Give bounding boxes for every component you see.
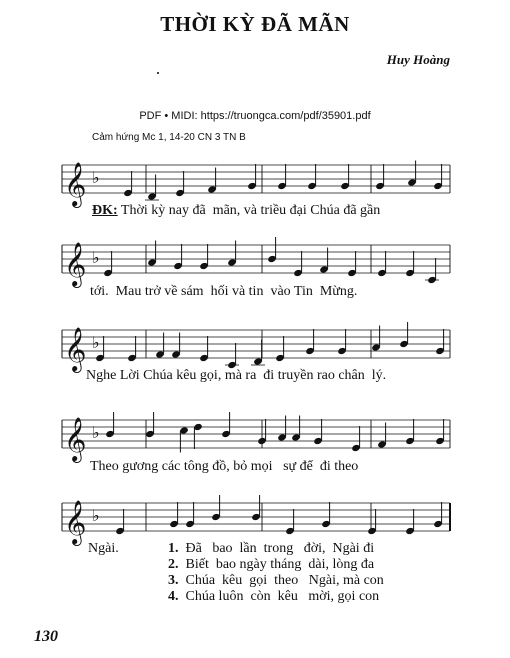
verse-text: Đã bao lần trong đời, Ngài đi — [185, 541, 375, 556]
treble-clef-icon: 𝄞 — [64, 162, 87, 206]
verse-text: Chúa luôn còn kêu mời, gọi con — [185, 589, 380, 604]
verse-text: Biết bao ngày tháng dài, lòng đa — [185, 557, 375, 572]
treble-clef-icon: 𝄞 — [64, 500, 87, 544]
flat-icon: ♭ — [92, 248, 100, 267]
verse-number: 4. — [168, 589, 179, 604]
verse-3 — [168, 573, 384, 589]
verse-number: 1. — [168, 541, 179, 556]
verse-number: 2. — [168, 557, 179, 572]
lyrics-line-5: Ngài. — [88, 541, 119, 556]
lyrics-line-2: tới. Mau trở về sám hối và tin vào Tin Mừng. — [90, 284, 358, 299]
flat-icon: ♭ — [92, 333, 100, 352]
composer-name: Huy Hoàng — [386, 52, 450, 67]
treble-clef-icon: 𝄞 — [64, 417, 87, 461]
lyrics-line-1 — [92, 203, 380, 219]
inspiration-note: Cảm hứng Mc 1, 14-20 CN 3 TN B — [92, 132, 246, 143]
verse-1 — [168, 541, 374, 557]
page-number: 130 — [34, 628, 58, 645]
flat-icon: ♭ — [92, 423, 100, 442]
lyrics-line-4: Theo gương các tông đồ, bỏ mọi sự để đi theo — [90, 459, 359, 474]
verse-4 — [168, 589, 379, 605]
flat-icon: ♭ — [92, 168, 100, 187]
verse-number: 3. — [168, 573, 179, 588]
verse-2 — [168, 557, 374, 573]
flat-icon: ♭ — [92, 506, 100, 525]
lyrics-line-3: Nghe Lời Chúa kêu gọi, mà ra đi truyền rao chân lý. — [86, 368, 387, 383]
song-title: THỜI KỲ ĐÃ MÃN — [160, 12, 350, 36]
treble-clef-icon: 𝄞 — [64, 327, 87, 371]
lyrics-text: Thời kỳ nay đã mãn, và triều đại Chúa đã gần — [120, 203, 381, 218]
treble-clef-icon: 𝄞 — [64, 242, 87, 286]
verse-text: Chúa kêu gọi theo Ngài, mà con — [185, 573, 384, 588]
refrain-label: ĐK: — [92, 203, 118, 218]
pdf-midi-link[interactable]: PDF • MIDI: https://truongca.com/pdf/35901.pdf — [139, 110, 371, 122]
